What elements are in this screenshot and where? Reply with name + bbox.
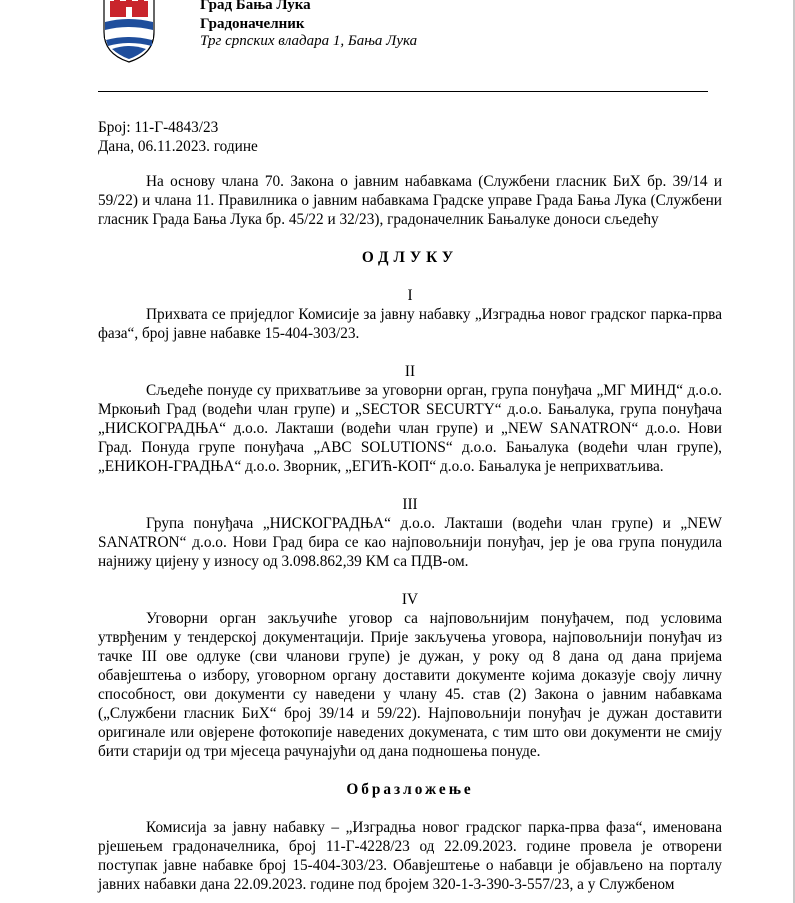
section-paragraph-3: Група понуђача „НИСКОГРАДЊА“ д.о.о. Лакташи (водећи члан групе) и „NEW SANATRON“ д.о.о. Нови Град бира се као најповољнији понуђач, јер је ова група понудила најнижу цијену у износу од 3.098.862,39 КМ са ПДВ-ом. <box>98 515 722 570</box>
section-numeral-4: IV <box>401 591 419 608</box>
section-paragraph-1: Прихвата се приједлог Комисије за јавну набавку „Изградња новог градског парка-прва фаза“, број јавне набавке 15-404-303/23. <box>98 306 722 342</box>
header-city: Град Бања Лука <box>200 0 311 13</box>
document-body <box>98 118 722 894</box>
coat-of-arms-icon <box>102 0 156 64</box>
section-numeral-1: I <box>407 287 413 304</box>
decision-title: ОДЛУКУ <box>361 249 459 266</box>
reasoning-title: Образложење <box>346 781 474 798</box>
section-numeral-2: II <box>404 363 416 380</box>
document-date: Дана, 06.11.2023. године <box>98 138 258 155</box>
header-divider <box>98 91 708 92</box>
preamble-paragraph: На основу члана 70. Закона о јавним набавкама (Службени гласник БиХ бр. 39/14 и 59/22) и члана 11. Правилника о јавним набавкама Градске управе Града Бања Лука (Службени гласник Града Бања Лука бр. 45/22 и 32/23), градоначелник Бањалуке доноси сљедећу <box>98 173 722 228</box>
header-address: Трг српских владара 1, Бања Лука <box>200 33 418 49</box>
reasoning-paragraph: Комисија за јавну набавку – „Изградња новог градског парка-прва фаза“, именована рјешењем градоначелника, број 11-Г-4228/23 од 22.09.2023. године провела је отворени поступак јавне набавке број 15-404-303/23. Обавјештење о набавци је објављено на порталу јавних набавки дана 22.09.2023. године под бројем 320-1-3-390-3-557/23, а у Службеном <box>98 819 722 893</box>
header-office: Градоначелник <box>200 16 305 32</box>
section-paragraph-4: Уговорни орган закључиће уговор са најповољнијим понуђачем, под условима утврђеним у тендерској документацији. Прије закључења уговора, најповољнији понуђач из тачке III ове одлуке (сви чланови групе) је дужан, у року од 8 дана од дана пријема обавјештења о избору, уговорном органу доставити документе којима доказује своју личну способност, ови документи су наведени у члану 45. став (2) Закона о јавним набавкама („Службени гласник БиХ“ број 39/14 и 59/22). Најповољнији понуђач је дужан доставити оригинале или овјерене фотокопије наведених докумената, с тим што ови документи не смију бити старији од три мјесеца рачунајући од дана подношења понуде. <box>98 610 722 760</box>
section-numeral-3: III <box>402 496 418 513</box>
document-number: Број: 11-Г-4843/23 <box>98 119 219 136</box>
section-paragraph-2: Сљедеће понуде су прихватљиве за уговорни орган, група понуђача „МГ МИНД“ д.о.о. Мркоњић Град (водећи члан групе) и „SECTOR SECURTY“ д.о.о. Бањалука, група понуђача „НИСКОГРАДЊА“ д.о.о. Лакташи (водећи члан групе) и „NEW SANATRON“ д.о.о. Нови Град. Понуда групе понуђача „ABC SOLUTIONS“ д.о.о. Бањалука (водећи члан групе), „ЕНИКОН-ГРАДЊА“ д.о.о. Зворник, „ЕГИЋ-КОП“ д.о.о. Бањалука је неприхватљива. <box>98 382 722 475</box>
